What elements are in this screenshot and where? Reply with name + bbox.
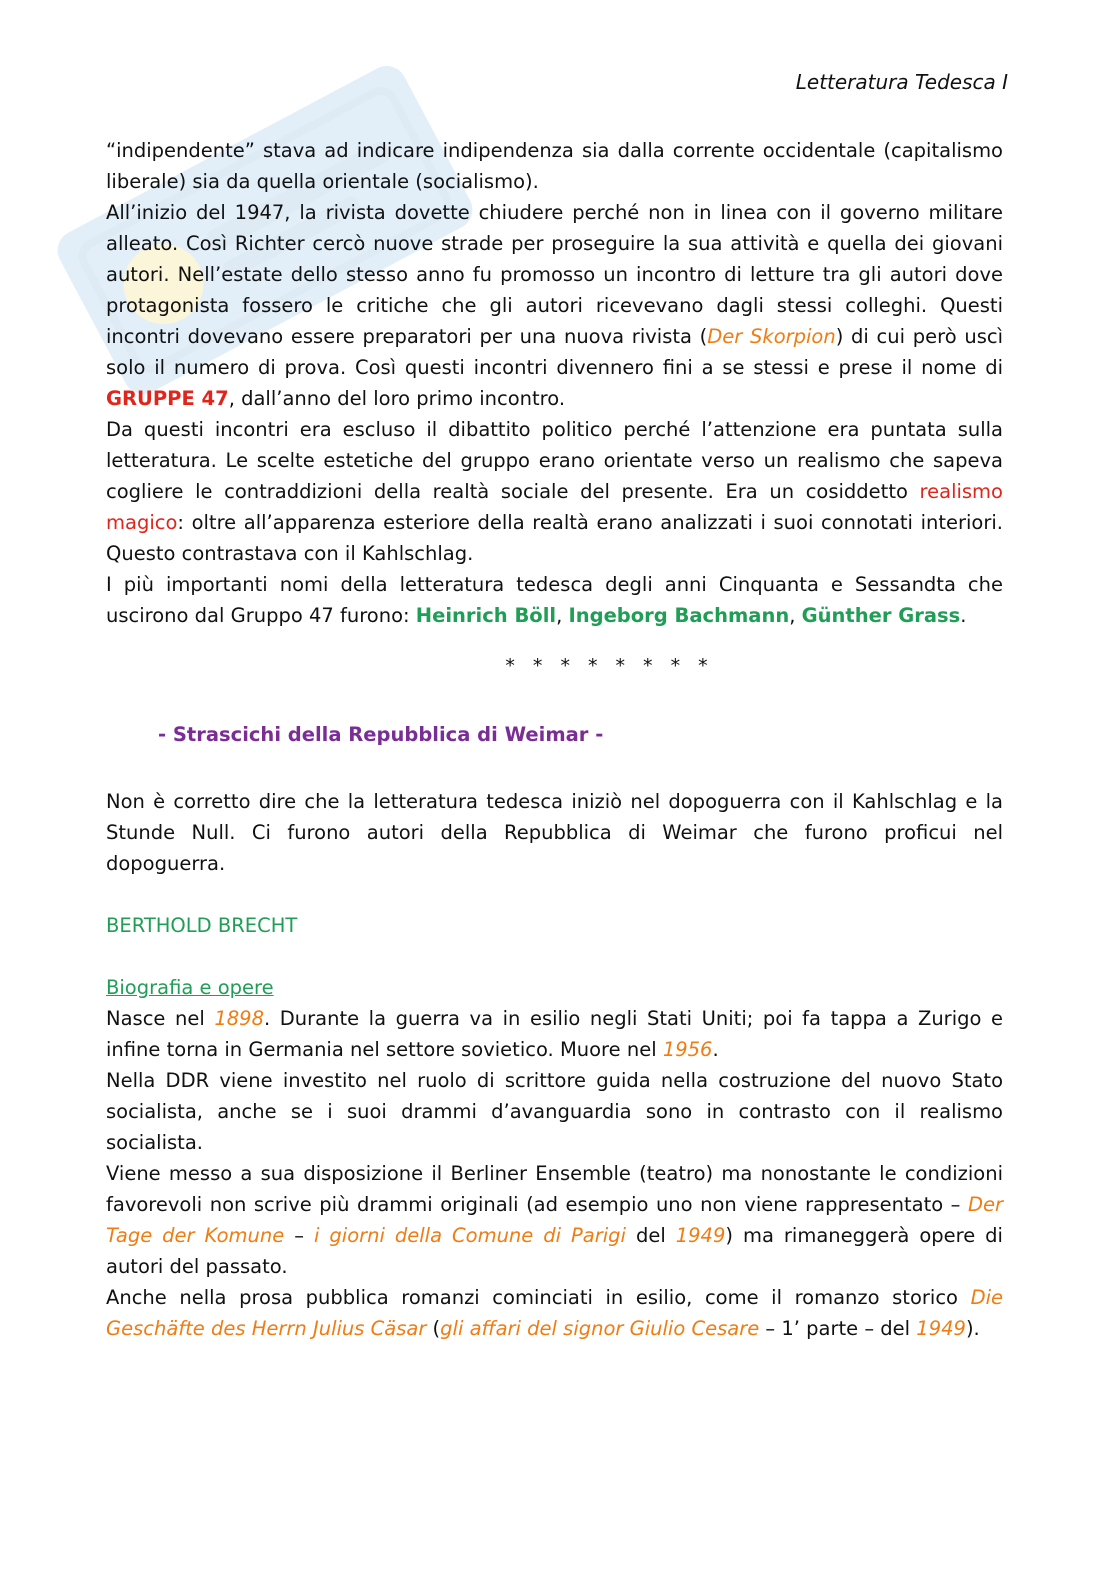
group-name: GRUPPE 47 (106, 387, 229, 410)
work-title: Die Geschäfte des Herrn Julius Cäsar (106, 1286, 1003, 1340)
paragraph: Nella DDR viene investito nel ruolo di scrittore guida nella costruzione del nuovo Stato socialista, anche se i suoi drammi d’avanguardia sono in contrasto con il realismo socialista. (106, 1069, 1003, 1154)
key-term: realismo magico (106, 480, 1003, 534)
work-title: Der Skorpion (707, 325, 836, 348)
work-title-translation: i giorni della Comune di Parigi (314, 1224, 626, 1247)
paragraph: I più importanti nomi della letteratura tedesca degli anni Cinquanta e Sessandta che uscirono dal Gruppo 47 furono: Heinrich Böll, Ingeborg Bachmann, Günther Grass. (106, 573, 1003, 627)
year: 1898 (214, 1007, 264, 1030)
year: 1949 (916, 1317, 966, 1340)
paragraph: “indipendente” stava ad indicare indipendenza sia dalla corrente occidentale (capitalismo liberale) sia da quella orientale (socialismo). (106, 139, 1003, 193)
work-title-translation: gli affari del signor Giulio Cesare (440, 1317, 760, 1340)
paragraph: Viene messo a sua disposizione il Berliner Ensemble (teatro) ma nonostante le condizioni favorevoli non scrive più drammi originali (ad esempio uno non viene rappresentato – Der Tage der Komune – i giorni della Comune di Parigi del 1949) ma rimaneggerà opere di autori del passato. (106, 1162, 1003, 1278)
paragraph: Nasce nel 1898. Durante la guerra va in esilio negli Stati Uniti; poi fa tappa a Zurigo e infine torna in Germania nel settore sovietico. Muore nel 1956. (106, 1007, 1003, 1061)
author-heading: BERTHOLD BRECHT (106, 914, 298, 937)
author-name: Ingeborg Bachmann (568, 604, 790, 627)
author-name: Heinrich Böll (415, 604, 557, 627)
page-header: Letteratura Tedesca I (795, 70, 1008, 94)
year: 1949 (675, 1224, 726, 1247)
document-body (106, 135, 1003, 1344)
paragraph: Anche nella prosa pubblica romanzi cominciati in esilio, come il romanzo storico Die Geschäfte des Herrn Julius Cäsar (gli affari del signor Giulio Cesare – 1’ parte – del 1949). (106, 1286, 1003, 1340)
paragraph: Non è corretto dire che la letteratura tedesca iniziò nel dopoguerra con il Kahlschlag e la Stunde Null. Ci furono autori della Repubblica di Weimar che furono proficui nel dopoguerra. (106, 790, 1003, 875)
paragraph: All’inizio del 1947, la rivista dovette chiudere perché non in linea con il governo militare alleato. Così Richter cercò nuove strade per proseguire la sua attività e quella dei giovani autori. Nell’estate dello stesso anno fu promosso un incontro di letture tra gli autori dove protagonista fossero le critiche che gli autori ricevevano dagli stessi colleghi. Questi incontri dovevano essere preparatori per una nuova rivista (Der Skorpion) di cui però uscì solo il numero di prova. Così questi incontri divennero fini a se stessi e prese il nome di GRUPPE 47, dall’anno del loro primo incontro. (106, 201, 1004, 410)
section-title: - Strascichi della Repubblica di Weimar - (158, 723, 604, 746)
section-separator: * * * * * * * * (505, 655, 714, 677)
year: 1956 (662, 1038, 713, 1061)
author-name: Günther Grass (801, 604, 961, 627)
paragraph: Da questi incontri era escluso il dibattito politico perché l’attenzione era puntata sulla letteratura. Le scelte estetiche del gruppo erano orientate verso un realismo che sapeva cogliere le contraddizioni della realtà sociale del presente. Era un cosiddetto realismo magico: oltre all’apparenza esteriore della realtà erano analizzati i suoi connotati interiori. Questo contrastava con il Kahlschlag. (106, 418, 1003, 565)
work-title: Der Tage der Komune (106, 1193, 1003, 1247)
subsection-heading: Biografia e opere (106, 976, 274, 999)
